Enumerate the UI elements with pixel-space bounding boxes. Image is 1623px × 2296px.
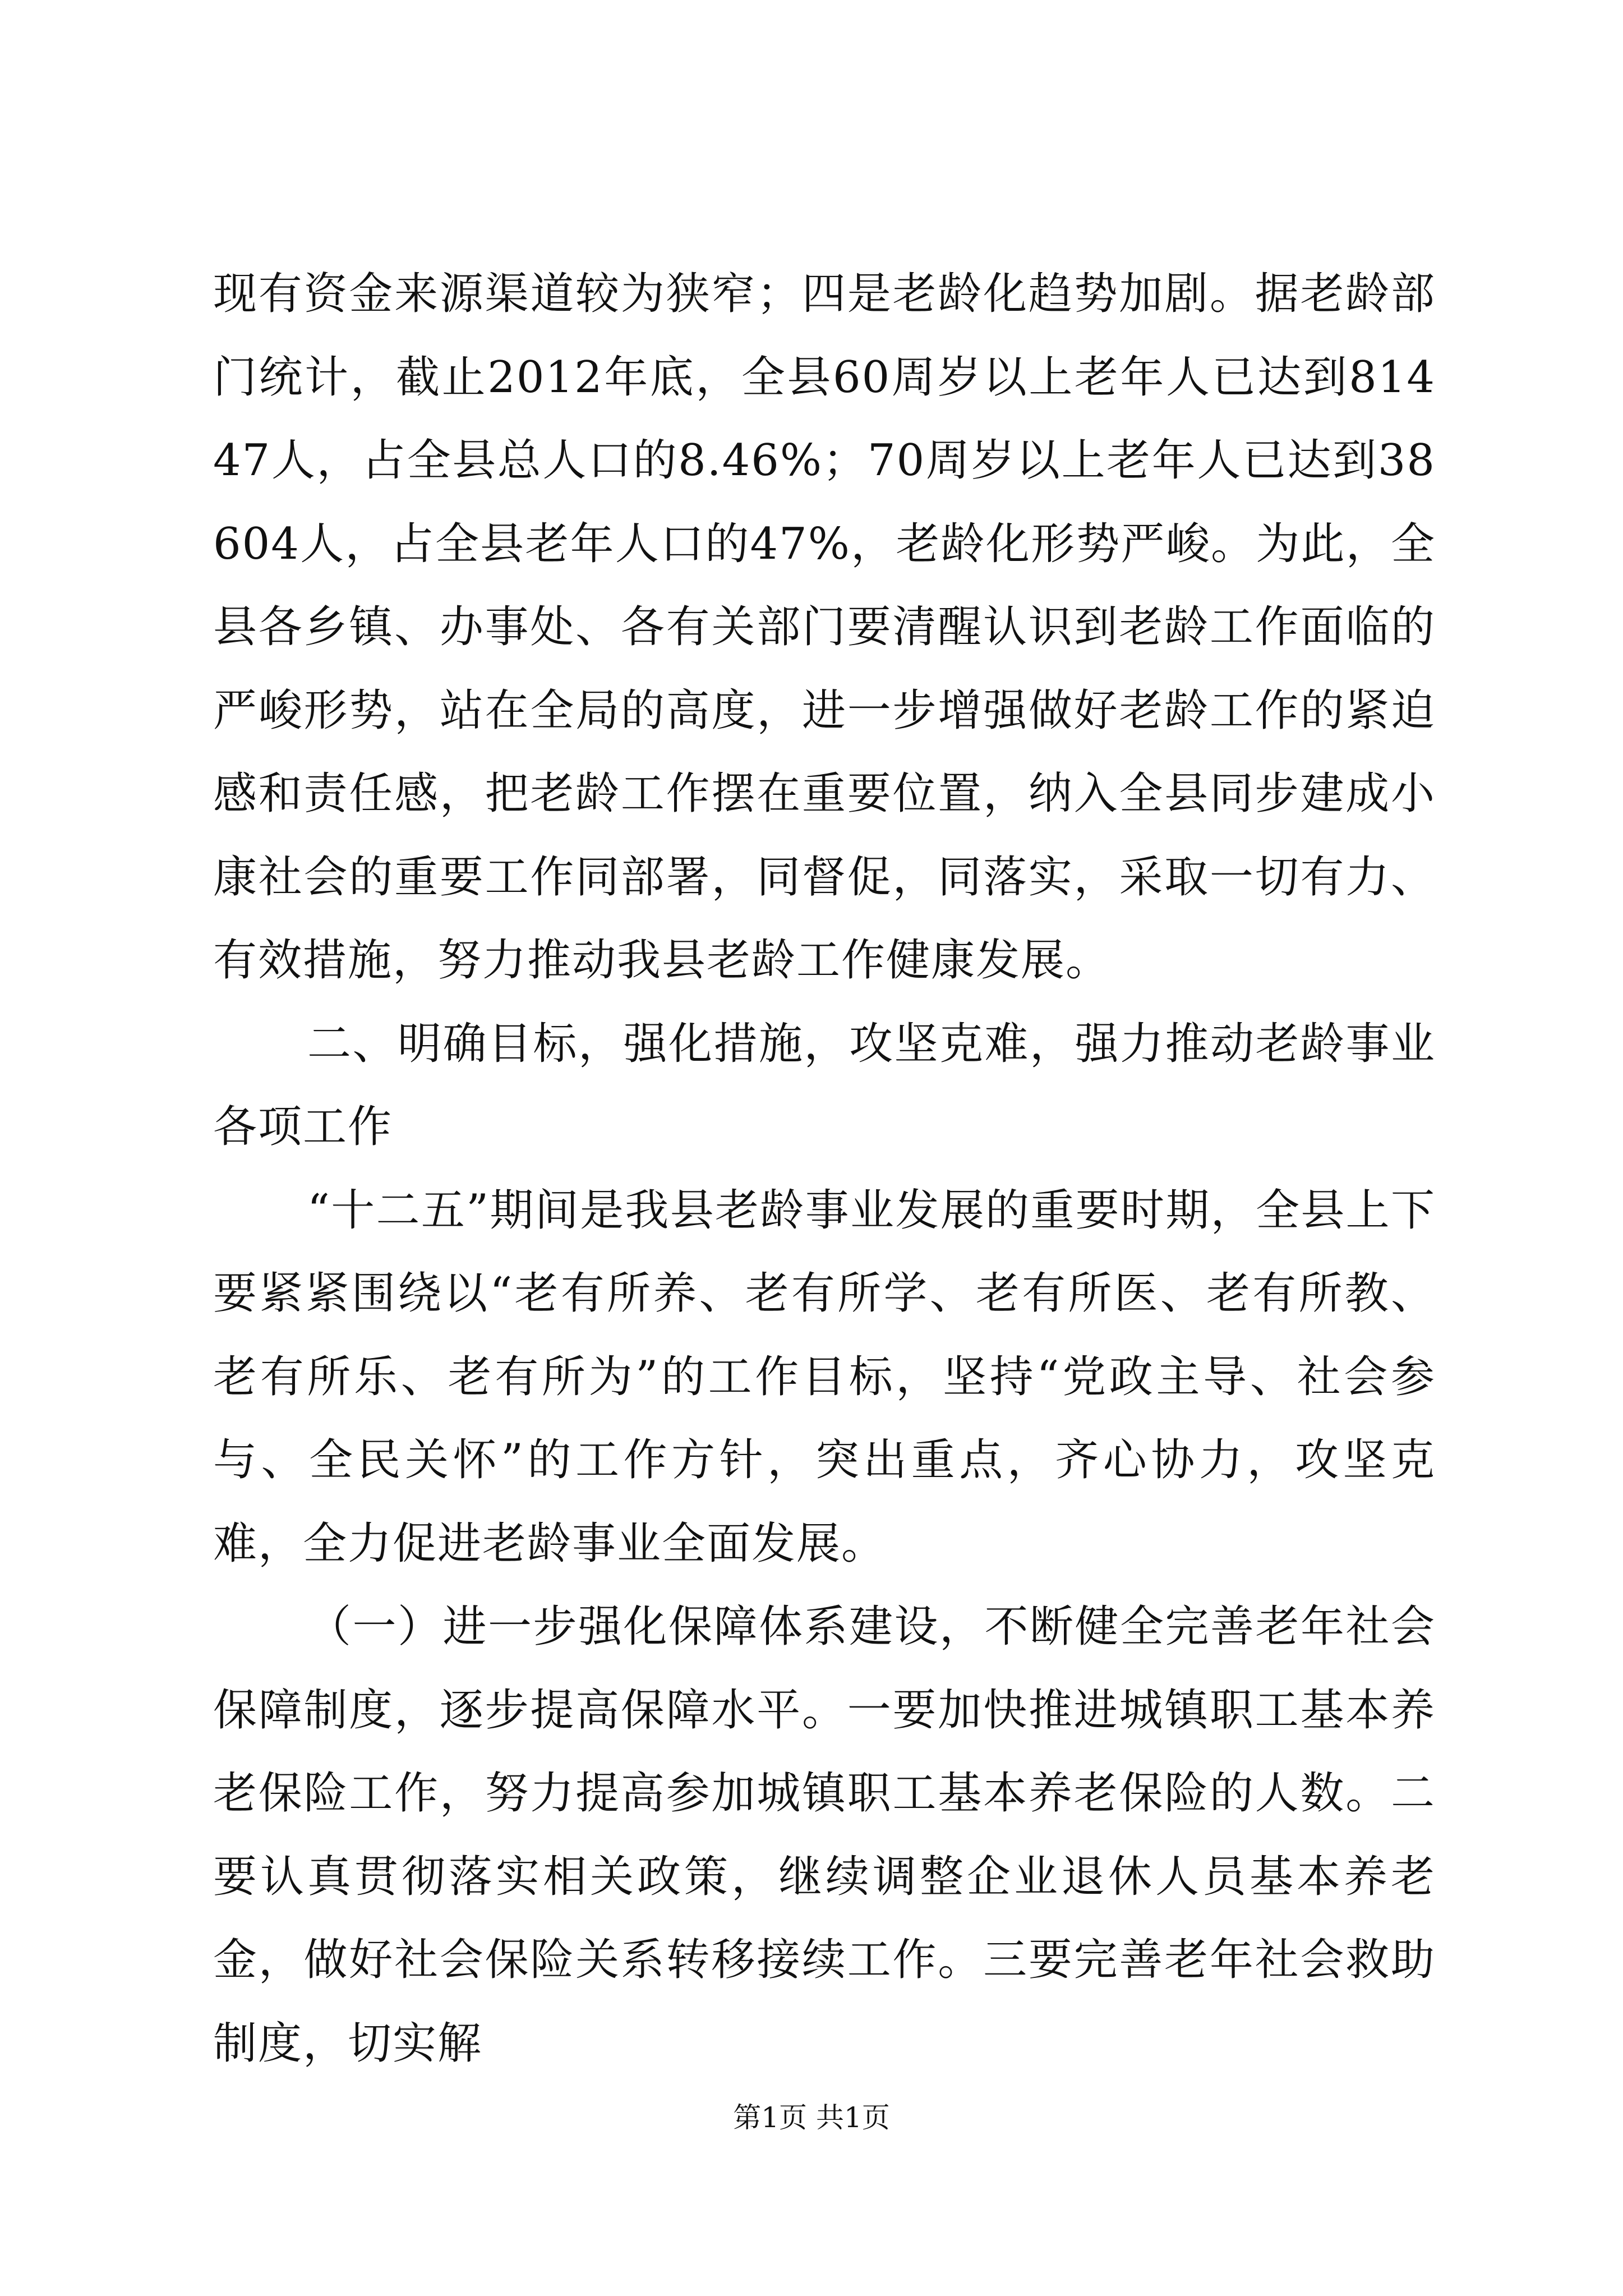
paragraph-twelfth-five-year-goals: “十二五”期间是我县老龄事业发展的重要时期，全县上下要紧紧围绕以“老有所养、老有所学、老有所医、老有所教、老有所乐、老有所为”的工作目标，坚持“党政主导、社会参与、全民关怀”的工作方针，突出重点，齐心协力，攻坚克难，全力促进老龄事业全面发展。 bbox=[213, 1185, 1436, 1569]
page-number-footer: 第1页 共1页 bbox=[733, 2101, 890, 2134]
paragraph-social-security: （一）进一步强化保障体系建设，不断健全完善老年社会保障制度，逐步提高保障水平。一要加快推进城镇职工基本养老保险工作，努力提高参加城镇职工基本养老保险的人数。二要认真贯彻落实相关政策，继续调整企业退休人员基本养老金，做好社会保险关系转移接续工作。三要完善老年社会救助制度，切实解 bbox=[213, 1602, 1436, 2069]
paragraph-section-two-heading: 二、明确目标，强化措施，攻坚克难，强力推动老龄事业各项工作 bbox=[213, 1018, 1436, 1152]
paragraph-aging-situation: 现有资金来源渠道较为狭窄；四是老龄化趋势加剧。据老龄部门统计，截止2012年底，全县60周岁以上老年人已达到81447人，占全县总人口的8.46%；70周岁以上老年人已达到38604人，占全县老年人口的47%，老龄化形势严峻。为此，全县各乡镇、办事处、各有关部门要清醒认识到老龄工作面临的严峻形势，站在全局的高度，进一步增强做好老龄工作的紧迫感和责任感，把老龄工作摆在重要位置，纳入全县同步建成小康社会的重要工作同部署，同督促，同落实，采取一切有力、有效措施，努力推动我县老龄工作健康发展。 bbox=[213, 269, 1436, 986]
document-body bbox=[213, 252, 1436, 2085]
